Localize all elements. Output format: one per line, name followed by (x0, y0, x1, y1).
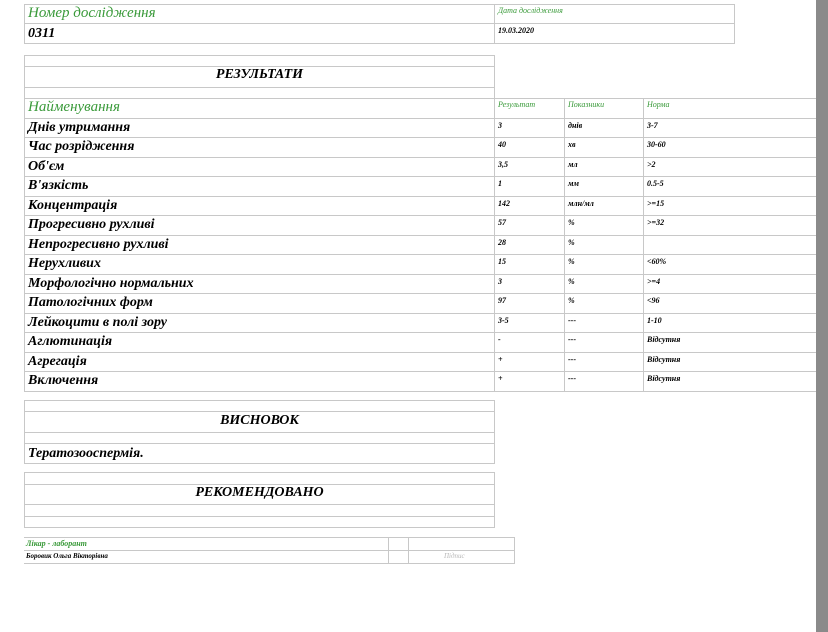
result-norm: Відсутня (647, 335, 681, 344)
result-name: Морфологічно нормальних (28, 276, 194, 291)
result-norm: 0.5-5 (647, 179, 664, 188)
result-value: 3 (498, 121, 502, 130)
result-unit: мм (568, 179, 579, 188)
result-unit: % (568, 257, 575, 266)
result-norm: >=32 (647, 218, 665, 227)
result-value: 97 (498, 296, 506, 305)
doctor-name: Боровик Ольга Вікторівна (26, 552, 108, 560)
result-norm: >=15 (647, 199, 665, 208)
result-value: 1 (498, 179, 502, 188)
vertical-scrollbar[interactable] (816, 0, 828, 632)
result-name: Об'єм (28, 159, 65, 174)
col-norm-header: Норма (647, 100, 670, 109)
result-value: 57 (498, 218, 506, 227)
col-result-header: Результат (498, 100, 536, 109)
result-name: Лейкоцити в полі зору (28, 315, 167, 330)
result-unit: мл (568, 160, 578, 169)
conclusion-text: Тератозооспермія. (28, 446, 144, 461)
result-norm: <96 (647, 296, 660, 305)
result-unit: --- (568, 316, 576, 325)
role-label: Лікар - лаборант (26, 539, 87, 548)
result-name: Включення (28, 373, 99, 388)
result-unit: % (568, 238, 575, 247)
result-name: Час розрідження (28, 139, 135, 154)
result-norm: >=4 (647, 277, 661, 286)
study-number-label: Номер дослідження (28, 5, 156, 21)
result-name: Нерухливих (28, 256, 101, 271)
result-name: Непрогресивно рухливі (28, 237, 169, 252)
result-value: 3 (498, 277, 502, 286)
result-norm: Відсутня (647, 355, 681, 364)
result-norm: Відсутня (647, 374, 681, 383)
result-name: Агрегація (28, 354, 87, 369)
result-unit: --- (568, 335, 576, 344)
result-value: 3-5 (498, 316, 509, 325)
result-unit: % (568, 296, 575, 305)
result-value: 15 (498, 257, 506, 266)
study-date: 19.03.2020 (498, 26, 534, 35)
result-value: 142 (498, 199, 510, 208)
result-unit: днів (568, 121, 583, 130)
result-norm: 1-10 (647, 316, 662, 325)
result-unit: --- (568, 355, 576, 364)
result-name: Прогресивно рухливі (28, 217, 155, 232)
col-name-header: Найменування (28, 99, 120, 115)
recommended-title: РЕКОМЕНДОВАНО (195, 485, 324, 500)
result-name: Аглютинація (28, 334, 113, 349)
study-number: 0311 (28, 26, 56, 41)
result-unit: % (568, 277, 575, 286)
result-norm: <60% (647, 257, 667, 266)
col-indicator-header: Показники (568, 100, 605, 109)
result-norm: 3-7 (647, 121, 658, 130)
result-unit: % (568, 218, 575, 227)
result-name: В'язкість (28, 178, 89, 193)
result-name: Концентрація (28, 198, 118, 213)
result-norm: >2 (647, 160, 656, 169)
result-value: + (498, 355, 503, 364)
result-value: 3,5 (498, 160, 508, 169)
result-value: 40 (498, 140, 506, 149)
signature-label: Підпис (444, 552, 465, 560)
study-date-label: Дата дослідження (498, 6, 563, 15)
result-unit: хв (568, 140, 576, 149)
result-value: 28 (498, 238, 506, 247)
result-name: Патологічних форм (28, 295, 153, 310)
result-unit: --- (568, 374, 576, 383)
result-norm: 30-60 (647, 140, 666, 149)
result-value: - (498, 335, 501, 344)
result-value: + (498, 374, 503, 383)
result-unit: млн/мл (568, 199, 594, 208)
result-name: Днів утримання (28, 120, 131, 135)
results-title: РЕЗУЛЬТАТИ (215, 67, 304, 82)
conclusion-title: ВИСНОВОК (220, 413, 299, 428)
